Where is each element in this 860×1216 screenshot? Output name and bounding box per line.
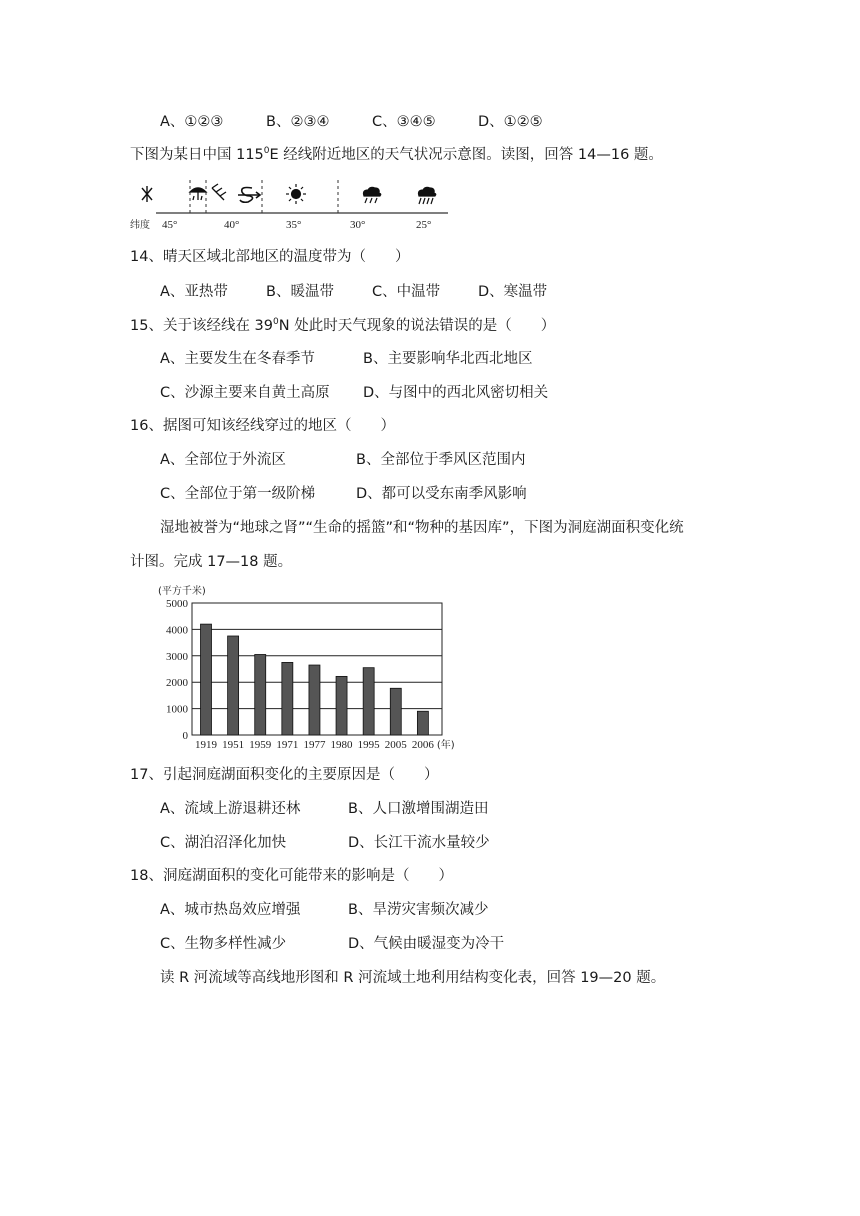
q18-option-b: B、旱涝灾害频次减少 xyxy=(348,902,489,918)
q14-stem: 14、晴天区域北部地区的温度带为（ ） xyxy=(130,249,410,265)
x-tick-label: 1971 xyxy=(276,739,299,751)
bar-2005 xyxy=(390,688,401,735)
bar-1959 xyxy=(255,654,266,735)
bar-1980 xyxy=(336,676,347,735)
q17-option-b: B、人口激增围湖造田 xyxy=(348,801,489,817)
q14-option-b: B、暖温带 xyxy=(266,284,334,300)
heavy-rain-symbol-icon xyxy=(419,187,436,204)
q17-option-d: D、长江干流水量较少 xyxy=(348,835,490,851)
sandstorm-symbol-icon xyxy=(142,186,152,202)
bar-1977 xyxy=(309,665,320,735)
q13-option-d: D、①②⑤ xyxy=(478,114,543,130)
x-tick-label: 1977 xyxy=(303,739,326,751)
y-tick-label: 5000 xyxy=(166,598,188,610)
wetland-intro-line2: 计图。完成 17—18 题。 xyxy=(130,554,293,570)
x-tick-label: 1959 xyxy=(249,739,272,751)
y-tick-label: 4000 xyxy=(166,624,188,637)
q17-option-c: C、湖泊沼泽化加快 xyxy=(160,835,287,851)
tick-35: 35° xyxy=(286,219,302,231)
q14-option-c: C、中温带 xyxy=(372,284,441,300)
q15-option-b: B、主要影响华北西北地区 xyxy=(363,351,533,367)
q16-option-c: C、全部位于第一级阶梯 xyxy=(160,486,316,502)
q13-option-a: A、①②③ xyxy=(160,114,224,130)
x-tick-label: 1980 xyxy=(330,739,353,751)
y-tick-label: 2000 xyxy=(166,677,188,690)
dongting-area-chart xyxy=(150,583,455,753)
y-tick-label: 0 xyxy=(182,730,188,742)
dust-symbol-icon xyxy=(238,188,260,203)
q16-option-a: A、全部位于外流区 xyxy=(160,452,286,468)
q18-option-d: D、气候由暖湿变为冷干 xyxy=(348,936,505,952)
r-river-intro: 读 R 河流域等高线地形图和 R 河流域土地利用结构变化表，回答 19—20 题。 xyxy=(160,970,666,986)
q17-option-a: A、流域上游退耕还林 xyxy=(160,801,301,817)
sunny-symbol-icon xyxy=(286,184,306,204)
weather-intro: 下图为某日中国 $115^0E$ 经线附近地区的天气状况示意图。读图，回答 14—16 题。 xyxy=(130,146,663,163)
bar-1919 xyxy=(201,624,212,735)
x-axis-unit-label: (年) xyxy=(436,740,455,751)
tick-30: 30° xyxy=(350,219,366,231)
tick-40: 40° xyxy=(224,219,240,231)
x-tick-label: 1951 xyxy=(222,739,245,751)
rain-symbol-icon xyxy=(190,188,206,200)
rain-cloud-symbol-icon xyxy=(364,187,381,203)
x-tick-label: 2005 xyxy=(384,739,407,751)
q15-option-a: A、主要发生在冬春季节 xyxy=(160,351,315,367)
latitude-label: 纬度 xyxy=(130,220,150,231)
y-axis-unit-label: (平方千米) xyxy=(158,586,206,597)
weather-diagram xyxy=(128,178,458,234)
x-tick-label: 1919 xyxy=(195,739,217,751)
q13-option-b: B、②③④ xyxy=(266,114,330,130)
x-tick-label: 1995 xyxy=(357,739,380,751)
q15-option-c: C、沙源主要来自黄土高原 xyxy=(160,385,330,401)
q15-option-d: D、与图中的西北风密切相关 xyxy=(363,385,549,401)
wetland-intro-line1: 湿地被誉为“地球之肾”“生命的摇篮”和“物种的基因库”，下图为洞庭湖面积变化统 xyxy=(160,520,684,536)
q17-stem: 17、引起洞庭湖面积变化的主要原因是（ ） xyxy=(130,767,439,783)
q18-option-c: C、生物多样性减少 xyxy=(160,936,287,952)
q16-option-b: B、全部位于季风区范围内 xyxy=(356,452,526,468)
tick-45: 45° xyxy=(162,219,178,231)
q16-option-d: D、都可以受东南季风影响 xyxy=(356,486,527,502)
q14-option-a: A、亚热带 xyxy=(160,284,228,300)
wind-symbol-icon xyxy=(212,184,226,200)
q14-option-d: D、寒温带 xyxy=(478,284,548,300)
x-tick-label: 2006 xyxy=(411,739,434,751)
bar-1971 xyxy=(282,662,293,735)
bar-1951 xyxy=(228,636,239,735)
bar-2006 xyxy=(417,711,428,735)
bar-1995 xyxy=(363,668,374,735)
tick-25: 25° xyxy=(416,219,432,231)
q13-option-c: C、③④⑤ xyxy=(372,114,436,130)
y-tick-label: 3000 xyxy=(166,650,188,663)
q18-option-a: A、城市热岛效应增强 xyxy=(160,902,301,918)
q18-stem: 18、洞庭湖面积的变化可能带来的影响是（ ） xyxy=(130,868,453,884)
q15-stem: 15、关于该经线在 $39^0N$ 处此时天气现象的说法错误的是（ ） xyxy=(130,317,556,334)
y-tick-label: 1000 xyxy=(166,703,188,716)
q16-stem: 16、据图可知该经线穿过的地区（ ） xyxy=(130,418,395,434)
